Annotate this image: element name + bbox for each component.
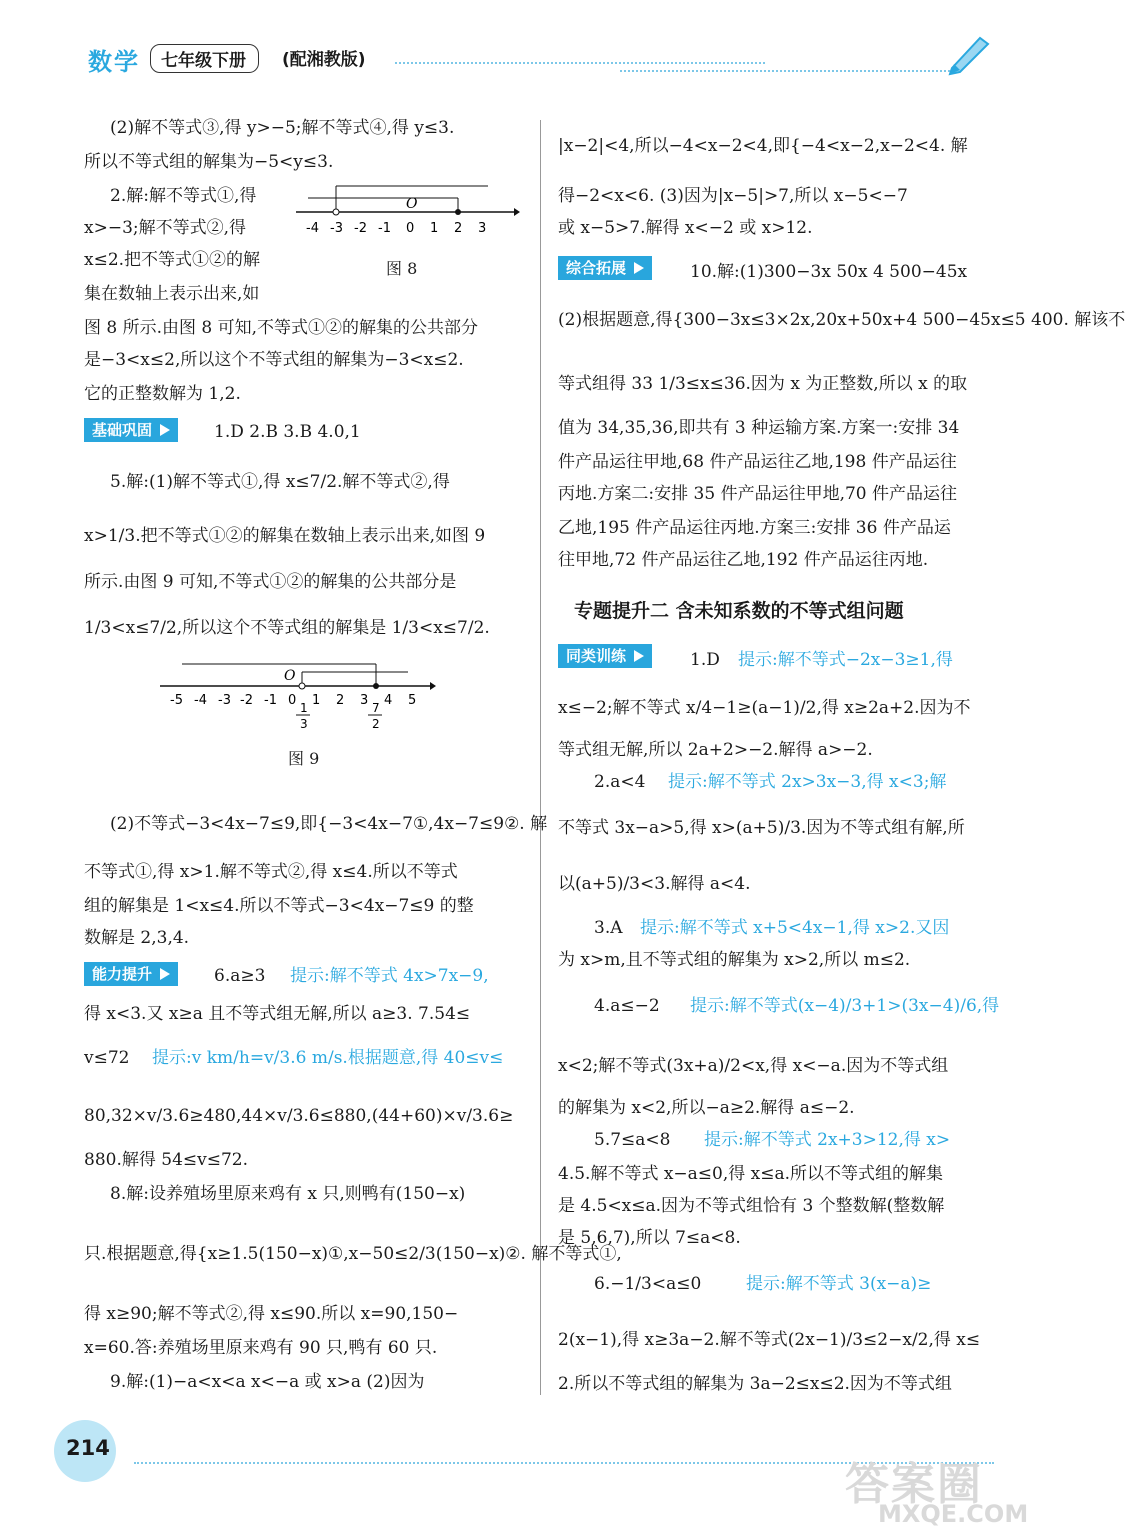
section-bar-tonglei: 同类训练: [558, 644, 652, 668]
tick-label: 1: [430, 221, 439, 236]
text-line: 是 4.5<x≤a.因为不等式组恰有 3 个整数解(整数解: [558, 1196, 945, 1216]
text-line: x=60.答:养殖场里原来鸡有 90 只,鸭有 60 只.: [84, 1338, 438, 1358]
frac-den: 2: [372, 717, 380, 731]
tick-label: 3: [478, 221, 487, 236]
text-line: 只.根据题意,得{x≥1.5(150−x)①,x−50≤2/3(150−x)②. 解不等式①,: [84, 1244, 622, 1264]
text-line: 6.−1/3<a≤0: [594, 1274, 702, 1294]
hint-line: 提示:解不等式 2x>3x−3,得 x<3;解: [668, 772, 947, 792]
text-line: 8.解:设养殖场里原来鸡有 x 只,则鸭有(150−x): [110, 1184, 466, 1204]
tick-label: -2: [240, 693, 253, 708]
text-line: x<2;解不等式(3x+a)/2<x,得 x<−a.因为不等式组: [558, 1056, 949, 1076]
page-number-badge: [48, 1420, 134, 1484]
subject-label: 数学: [88, 48, 140, 76]
text-line: 2(x−1),得 x≥3a−2.解不等式(2x−1)/3≤2−x/2,得 x≤: [558, 1330, 981, 1350]
text-line: 得 x≥90;解不等式②,得 x≤90.所以 x=90,150−: [84, 1304, 459, 1324]
text-line: 1.D: [690, 650, 720, 670]
text-line: 5.解:(1)解不等式①,得 x≤7/2.解不等式②,得: [110, 472, 450, 492]
text-line: 5.7≤a<8: [594, 1130, 671, 1150]
section-bar-jichu: 基础巩固: [84, 418, 178, 442]
text-line: x>−3;解不等式②,得: [84, 218, 247, 238]
section-bar-zonghe: 综合拓展: [558, 256, 652, 280]
text-line: 件产品运往甲地,68 件产品运往乙地,198 件产品运往: [558, 452, 957, 472]
number-line-fig9: [160, 658, 436, 732]
hint-line: 提示:v km/h=v/3.6 m/s.根据题意,得 40≤v≤: [152, 1048, 504, 1068]
tick-label: 0: [406, 221, 415, 236]
text-line: (2)根据题意,得{300−3x≤3×2x,20x+50x+4 500−45x≤5 400. 解该不: [558, 310, 1125, 330]
grade-label: 七年级下册: [150, 44, 259, 73]
text-line: 值为 34,35,36,即共有 3 种运输方案.方案一:安排 34: [558, 418, 960, 438]
hint-line: 提示:解不等式−2x−3≥1,得: [738, 650, 953, 670]
tick-label: -5: [170, 693, 183, 708]
header-dotted-line-2: [620, 70, 950, 72]
text-line: 丙地.方案二:安排 35 件产品运往甲地,70 件产品运往: [558, 484, 958, 504]
tick-label: -2: [354, 221, 367, 236]
text-line: 乙地,195 件产品运往丙地.方案三:安排 36 件产品运: [558, 518, 951, 538]
text-line: 数解是 2,3,4.: [84, 928, 190, 948]
text-line: 它的正整数解为 1,2.: [84, 384, 241, 404]
tick-label: 2: [454, 221, 463, 236]
origin-label: O: [284, 668, 296, 684]
text-line: 等式组无解,所以 2a+2>−2.解得 a>−2.: [558, 740, 873, 760]
text-line: 以(a+5)/3<3.解得 a<4.: [558, 874, 751, 894]
number-line-fig8: [296, 178, 520, 240]
text-line: 集在数轴上表示出来,如: [84, 284, 260, 304]
text-line: 1.D 2.B 3.B 4.0,1: [214, 422, 361, 442]
tick-label: -3: [218, 693, 231, 708]
text-line: 往甲地,72 件产品运往乙地,192 件产品运往丙地.: [558, 550, 929, 570]
text-line: 2.解:解不等式①,得: [110, 186, 257, 206]
tick-label: 2: [336, 693, 345, 708]
text-line: 所示.由图 9 可知,不等式①②的解集的公共部分是: [84, 572, 457, 592]
tick-label: -3: [330, 221, 343, 236]
text-line: 为 x>m,且不等式组的解集为 x>2,所以 m≤2.: [558, 950, 911, 970]
text-line: x≤2.把不等式①②的解: [84, 250, 261, 270]
text-line: (2)不等式−3<4x−7≤9,即{−3<4x−7①,4x−7≤9②. 解: [110, 814, 548, 834]
text-line: |x−2|<4,所以−4<x−2<4,即{−4<x−2,x−2<4. 解: [558, 136, 968, 156]
text-line: 10.解:(1)300−3x 50x 4 500−45x: [690, 262, 968, 282]
text-line: 等式组得 33 1/3≤x≤36.因为 x 为正整数,所以 x 的取: [558, 374, 968, 394]
text-line: 所以不等式组的解集为−5<y≤3.: [84, 152, 334, 172]
hint-line: 提示:解不等式 x+5<4x−1,得 x>2.又因: [640, 918, 950, 938]
tick-label: -1: [264, 693, 277, 708]
watermark-logo: 答案圈: [845, 1459, 983, 1510]
frac-num: 1: [300, 701, 308, 715]
text-line: 880.解得 54≤v≤72.: [84, 1150, 249, 1170]
text-line: 或 x−5>7.解得 x<−2 或 x>12.: [558, 218, 813, 238]
hint-line: 提示:解不等式 3(x−a)≥: [746, 1274, 932, 1294]
tick-label: -4: [194, 693, 207, 708]
tick-label: -4: [306, 221, 319, 236]
text-line: 的解集为 x<2,所以−a≥2.解得 a≤−2.: [558, 1098, 855, 1118]
text-line: x≤−2;解不等式 x/4−1≥(a−1)/2,得 x≥2a+2.因为不: [558, 698, 971, 718]
figure-caption: 图 8: [386, 259, 418, 278]
watermark-url: MXQE.COM: [878, 1500, 1029, 1528]
header-dotted-line: [395, 62, 765, 64]
text-line: 不等式 3x−a>5,得 x>(a+5)/3.因为不等式组有解,所: [558, 818, 965, 838]
hint-line: 提示:解不等式 4x>7x−9,: [290, 966, 489, 986]
text-line: 组的解集是 1<x≤4.所以不等式−3<4x−7≤9 的整: [84, 896, 474, 916]
tick-label: 4: [384, 693, 393, 708]
page-header: [0, 0, 1046, 90]
text-line: (2)解不等式③,得 y>−5;解不等式④,得 y≤3.: [110, 118, 455, 138]
page-number: 214: [66, 1436, 110, 1460]
pen-icon: [944, 30, 994, 75]
text-line: 1/3<x≤7/2,所以这个不等式组的解集是 1/3<x≤7/2.: [84, 618, 490, 638]
text-line: 9.解:(1)−a<x<a x<−a 或 x>a (2)因为: [110, 1372, 425, 1392]
text-line: 图 8 所示.由图 8 可知,不等式①②的解集的公共部分: [84, 318, 479, 338]
text-line: v≤72: [84, 1048, 130, 1068]
text-line: 2.所以不等式组的解集为 3a−2≤x≤2.因为不等式组: [558, 1374, 952, 1394]
frac-num: 7: [372, 701, 380, 715]
text-line: 得 x<3.又 x≥a 且不等式组无解,所以 a≥3. 7.54≤: [84, 1004, 471, 1024]
frac-den: 3: [300, 717, 308, 731]
tick-label: 5: [408, 693, 417, 708]
column-divider: [540, 120, 541, 1395]
tick-label: 0: [288, 693, 297, 708]
text-line: 6.a≥3: [214, 966, 266, 986]
text-line: 得−2<x<6. (3)因为|x−5|>7,所以 x−5<−7: [558, 186, 908, 206]
text-line: 4.a≤−2: [594, 996, 660, 1016]
edition-label: (配湘教版): [282, 50, 366, 70]
text-line: 不等式①,得 x>1.解不等式②,得 x≤4.所以不等式: [84, 862, 458, 882]
text-line: 2.a<4: [594, 772, 646, 792]
text-line: 是 5,6,7),所以 7≤a<8.: [558, 1228, 741, 1248]
figure-caption: 图 9: [288, 749, 320, 768]
origin-label: O: [406, 196, 418, 212]
tick-label: 3: [360, 693, 369, 708]
tick-label: 1: [312, 693, 321, 708]
section-title: 专题提升二 含未知系数的不等式组问题: [574, 600, 904, 622]
text-line: 80,32×v/3.6≥480,44×v/3.6≤880,(44+60)×v/3.6≥: [84, 1106, 514, 1126]
text-line: 是−3<x≤2,所以这个不等式组的解集为−3<x≤2.: [84, 350, 464, 370]
hint-line: 提示:解不等式 2x+3>12,得 x>: [704, 1130, 951, 1150]
section-bar-nengli: 能力提升: [84, 962, 178, 986]
text-line: 3.A: [594, 918, 623, 938]
text-line: x>1/3.把不等式①②的解集在数轴上表示出来,如图 9: [84, 526, 486, 546]
text-line: 4.5.解不等式 x−a≤0,得 x≤a.所以不等式组的解集: [558, 1164, 944, 1184]
tick-label: -1: [378, 221, 391, 236]
hint-line: 提示:解不等式(x−4)/3+1>(3x−4)/6,得: [690, 996, 1000, 1016]
